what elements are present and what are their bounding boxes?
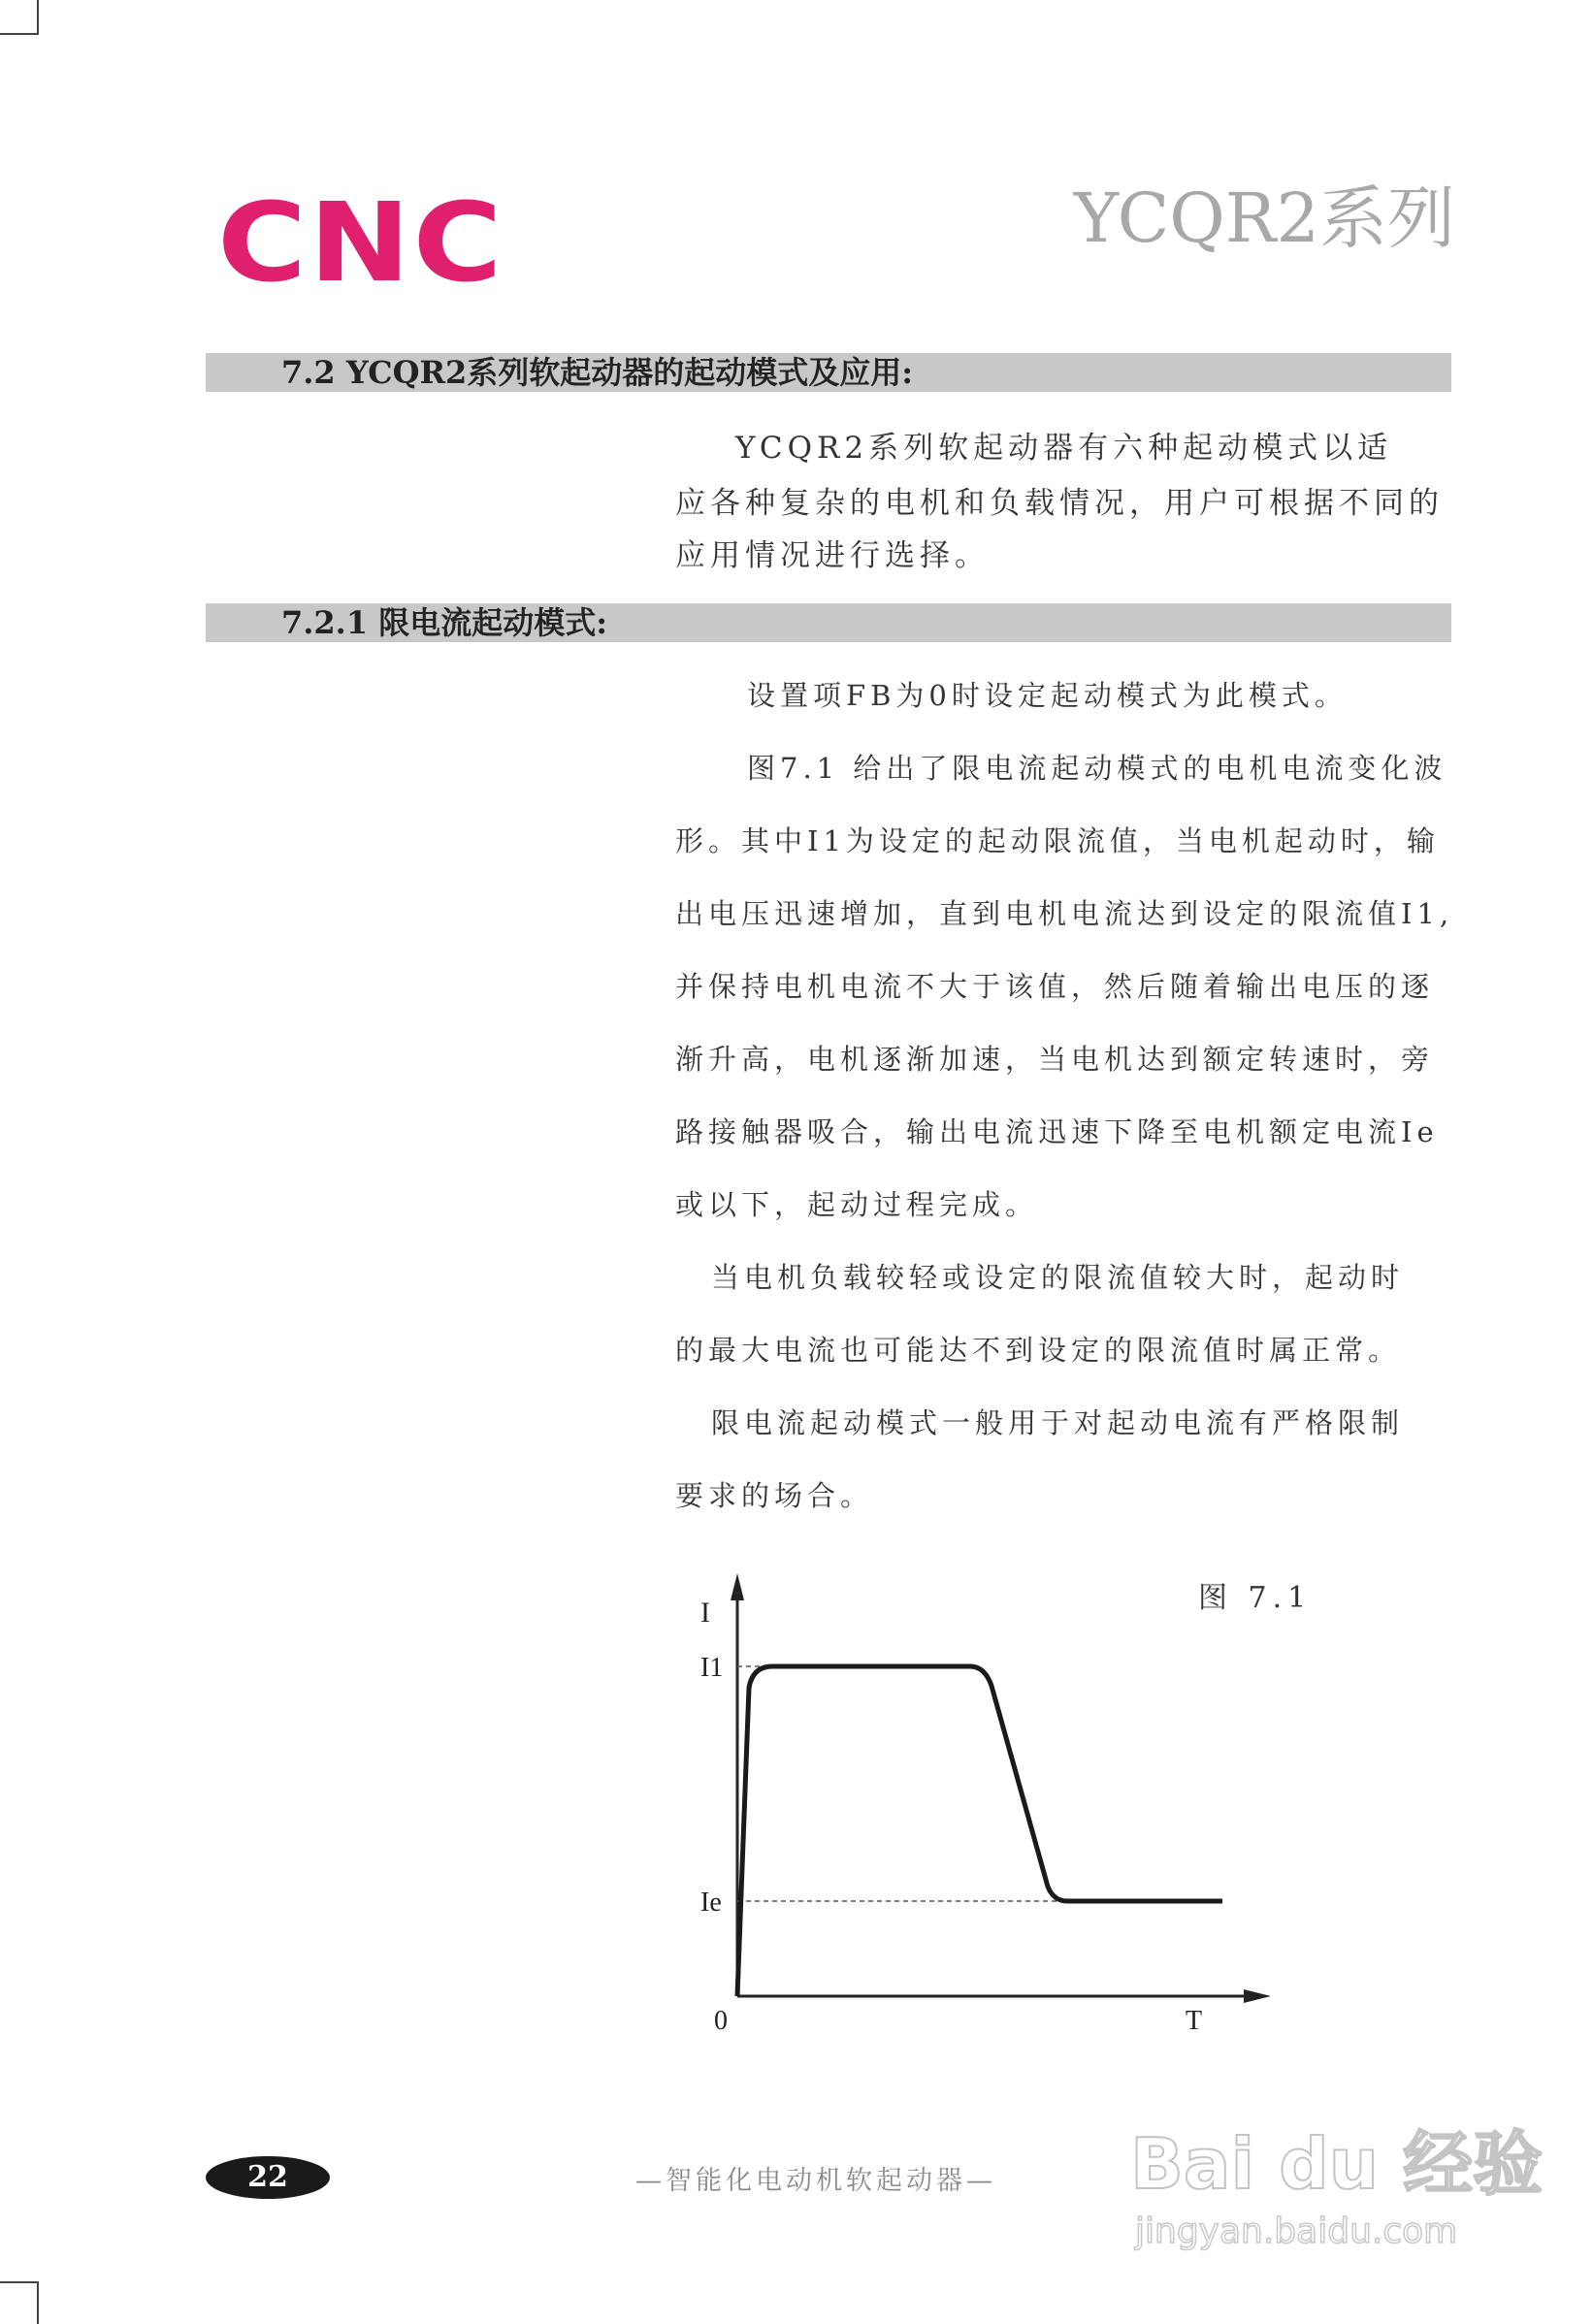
body-line-3: 形。其中I1为设定的起动限流值，当电机起动时，输 — [675, 824, 1440, 857]
section-heading-7-2-1-text: 7.2.1 限电流起动模式: — [281, 604, 608, 641]
body-line-8: 或以下，起动过程完成。 — [675, 1188, 1039, 1221]
series-title: YCQR2系列 — [1073, 178, 1455, 258]
x-axis-arrow — [1244, 1989, 1271, 2003]
body-line-6: 渐升高，电机逐渐加速，当电机达到额定转速时，旁 — [675, 1043, 1435, 1076]
intro-line-1: YCQR2系列软起动器有六种起动模式以适 — [735, 431, 1393, 466]
body-line-7: 路接触器吸合，输出电流迅速下降至电机额定电流Ie — [675, 1115, 1439, 1148]
body-line-2: 图7.1 给出了限电流起动模式的电机电流变化波 — [747, 752, 1447, 785]
x-axis-label: T — [1186, 2006, 1203, 2036]
y-axis-arrow — [731, 1573, 744, 1600]
figure-caption: 图 7.1 — [1198, 1581, 1313, 1615]
origin-label: 0 — [714, 2006, 728, 2036]
crop-mark-top — [37, 0, 39, 35]
section-heading-7-2-1 — [206, 603, 1451, 642]
crop-mark-top-h — [0, 33, 39, 35]
footer-title: —智能化电动机软起动器— — [635, 2166, 996, 2196]
body-line-4: 出电压迅速增加，直到电机电流达到设定的限流值I1, — [675, 897, 1454, 930]
i1-label: I1 — [700, 1653, 724, 1683]
baidu-watermark-logo: Bai du 经验 — [1130, 2123, 1544, 2205]
crop-mark-bottom — [37, 2281, 39, 2324]
body-line-10: 的最大电流也可能达不到设定的限流值时属正常。 — [675, 1334, 1402, 1367]
intro-line-2: 应各种复杂的电机和负载情况，用户可根据不同的 — [675, 486, 1444, 521]
ie-label: Ie — [700, 1888, 722, 1918]
body-line-12: 要求的场合。 — [675, 1479, 874, 1512]
body-line-1: 设置项FB为0时设定起动模式为此模式。 — [747, 679, 1348, 712]
body-line-11: 限电流起动模式一般用于对起动电流有严格限制 — [711, 1406, 1405, 1439]
body-line-9: 当电机负载较轻或设定的限流值较大时，起动时 — [711, 1261, 1405, 1294]
motor-current-curve — [737, 1666, 1222, 1996]
intro-line-3: 应用情况进行选择。 — [675, 538, 990, 573]
section-heading-7-2-text: 7.2 YCQR2系列软起动器的起动模式及应用: — [281, 354, 914, 391]
body-line-5: 并保持电机电流不大于该值，然后随着输出电压的逐 — [675, 970, 1435, 1003]
current-waveform-diagram — [679, 1552, 1300, 2047]
page-number: 22 — [206, 2156, 330, 2199]
cnc-logo: CNC — [217, 180, 504, 307]
section-heading-7-2 — [206, 353, 1451, 392]
crop-mark-bottom-h — [0, 2281, 39, 2283]
baidu-watermark-url: jingyan.baidu.com — [1135, 2211, 1458, 2251]
y-axis-label: I — [700, 1597, 710, 1629]
